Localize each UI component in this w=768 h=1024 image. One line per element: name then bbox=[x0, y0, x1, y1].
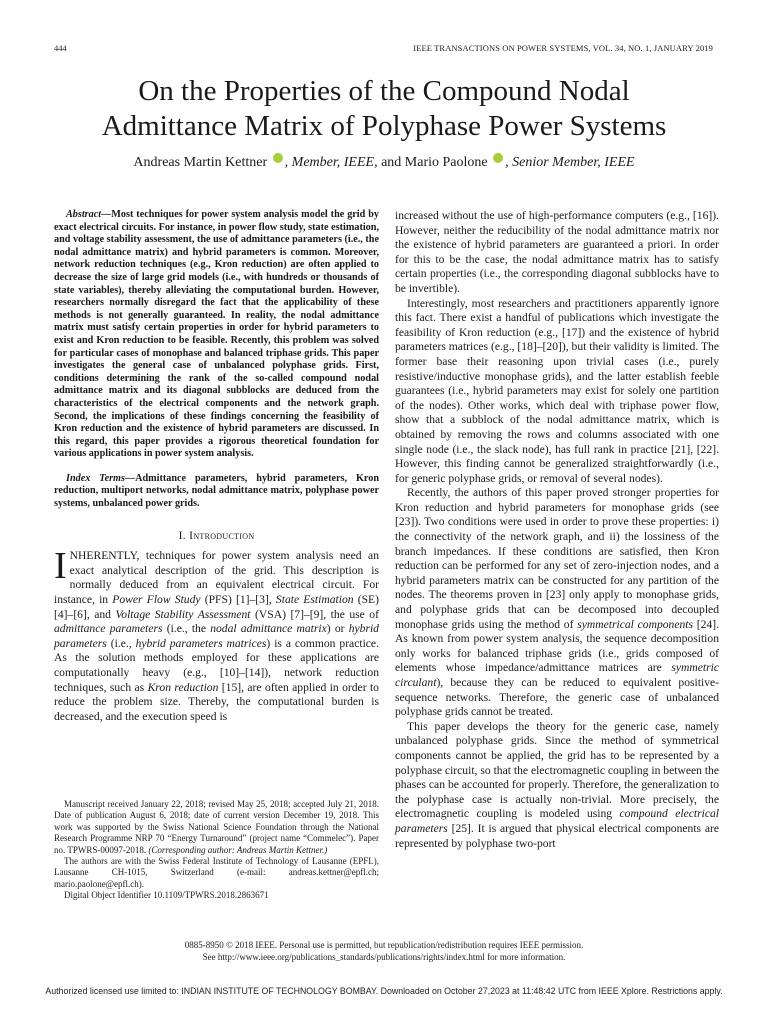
text-run: (PFS) [1]–[3], bbox=[200, 593, 276, 607]
right-paragraph-1: increased without the use of high-performance computers (e.g., [16]). However, neither the reducibility of the nodal admittance matrix nor the existence of hybrid parameters are guaranteed a priori. In order for this to be the case, the nodal admittance matrix has to satisfy certain properties (i.e., the corresponding diagonal subblocks have to be invertible). bbox=[395, 209, 719, 295]
text-run: [15], are often applied in order to reduce the problem size. Thereby, the computational burden is decreased, and the execution speed is bbox=[54, 680, 379, 723]
section-number: I. bbox=[178, 528, 190, 542]
section-title: Introduction bbox=[189, 528, 255, 542]
italic-term: State Estimation bbox=[275, 593, 354, 607]
corresponding-author: (Corresponding author: Andreas Martin Kettner.) bbox=[148, 844, 328, 855]
italic-term: admittance parameters bbox=[54, 622, 163, 636]
abstract bbox=[54, 209, 379, 461]
index-terms-lead: Index Terms— bbox=[66, 472, 136, 484]
orcid-icon[interactable] bbox=[493, 153, 503, 163]
italic-term: Kron reduction bbox=[147, 680, 219, 694]
text-run: (i.e., bbox=[106, 636, 136, 650]
paper-title bbox=[40, 74, 728, 144]
text-run: ), because they can be reduced to equivalent positive-sequence networks. Therefore, the generic case of unbalanced polyphase grids cannot be treated. bbox=[395, 676, 719, 719]
abstract-text: Most techniques for power system analysis model the grid by exact electrical circuits. For instance, in power flow study, state estimation, and voltage stability assessment, the use of admittance parameters (i.e., the nodal admittance matrix) and hybrid parameters is common. Moreover, network reduction techniques (e.g., Kron reduction) are often applied to decrease the size of large grid models (i.e., with hundreds or thousands of state variables), thereby alleviating the computational burden. However, researchers normally disregard the fact that the applicability of these methods is not generally guaranteed. In reality, the nodal admittance matrix must satisfy certain properties in order for hybrid parameters to exist and Kron reduction to be feasible. Recently, this problem was solved for particular cases of monophase and balanced triphase grids. This paper investigates the general case of unbalanced polyphase grids. First, conditions determining the rank of the so-called compound nodal admittance matrix and its diagonal subblocks are deduced from the characteristics of the electrical components and the network graph. Second, the implications of these findings concerning the feasibility of Kron reduction and the existence of hybrid parameters are discussed. In this regard, this paper provides a rigorous theoretical foundation for various applications in power system analysis. bbox=[54, 209, 379, 460]
footnote bbox=[54, 799, 379, 902]
italic-term: Power Flow Study bbox=[112, 593, 201, 607]
text-run: (i.e., the bbox=[162, 622, 211, 636]
section-heading-introduction bbox=[54, 529, 379, 544]
italic-term: hybrid parameters bbox=[54, 622, 379, 650]
left-column bbox=[54, 209, 379, 724]
drop-cap: I bbox=[54, 545, 67, 588]
download-notice: Authorized licensed use limited to: INDIAN INSTITUTE OF TECHNOLOGY BOMBAY. Downloaded on October 27,2023 at 11:48:42 UTC from IEEE Xplore. Restrictions apply. bbox=[45, 986, 723, 996]
italic-term: Voltage Stability Assessment bbox=[115, 607, 251, 621]
footnote-manuscript bbox=[54, 799, 379, 856]
right-paragraph-3 bbox=[395, 486, 719, 720]
copyright-line-2: See http://www.ieee.org/publications_standards/publications/rights/index.html for more information. bbox=[202, 952, 566, 962]
italic-term: hybrid parameters matrices bbox=[135, 636, 267, 650]
author-line bbox=[40, 153, 728, 171]
author-1-role: , Member, IEEE, bbox=[284, 155, 378, 170]
text-run: ) is a common practice. As the solution methods employed for these applications are computationally heavy (e.g., [10]–[14]), network reduction techniques, such as bbox=[54, 636, 379, 694]
text-run: (SE) [4]–[6], and bbox=[54, 593, 379, 621]
text-run: [24]. As known from power system analysis, the sequence decomposition only works for balanced triphase grids (i.e., grids composed of elements whose impedance/admittance matrices are bbox=[395, 617, 719, 675]
text-run: Manuscript received January 22, 2018; revised May 25, 2018; accepted July 21, 2018. Date of publication August 6, 2018; date of current version December 19, 2018. This work was supported by the Swiss National Science Foundation through the National Research Programme NRP 70 “Energy Turnaround” (project name “Commelec”). Paper no. TPWRS-00097-2018. bbox=[54, 799, 379, 855]
text-run: ) or bbox=[326, 622, 349, 636]
index-terms bbox=[54, 473, 379, 511]
italic-term: nodal admittance matrix bbox=[210, 622, 327, 636]
right-paragraph-2: Interestingly, most researchers and practitioners apparently ignore this fact. There exist a handful of publications which investigate the feasibility of Kron reduction (e.g., [17]) and the existence of hybrid parameters matrices (e.g., [18]–[20]), but their validity is limited. The former base their reasoning upon trivial cases (i.e., purely resistive/inductive monophase grids), and the latter establish feeble guarantees (i.e., hybrid parameters may exist for solely one partition of the nodes). Other works, which deal with triphase power flow, show that a subblock of the nodal admittance matrix, which is obtained by removing the rows and columns associated with one single node (i.e., the slack node), has full rank in practice [21], [22]. However, this finding cannot be generalized straightforwardly (i.e., for generic polyphase grids, or removal of several nodes). bbox=[395, 296, 719, 485]
italic-term: compound electrical parameters bbox=[395, 807, 719, 835]
author-1-name: Andreas Martin Kettner bbox=[133, 155, 268, 170]
right-column bbox=[395, 209, 719, 851]
right-paragraph-4 bbox=[395, 720, 719, 851]
copyright-line-1: 0885-8950 © 2018 IEEE. Personal use is permitted, but republication/redistribution requires IEEE permission. bbox=[184, 940, 584, 950]
copyright-notice bbox=[40, 939, 728, 963]
italic-term: symmetric circulant bbox=[395, 661, 719, 689]
title-line-2: Admittance Matrix of Polyphase Power Systems bbox=[101, 110, 667, 142]
journal-header: IEEE TRANSACTIONS ON POWER SYSTEMS, VOL. 34, NO. 1, JANUARY 2019 bbox=[413, 43, 713, 53]
text-run: NHERENTLY, techniques for power system analysis need an exact analytical description of the grid. This description is normally deduced from an equivalent electrical circuit. For instance, in bbox=[54, 549, 379, 607]
italic-term: symmetrical components bbox=[577, 617, 694, 631]
text-run: [25]. It is argued that physical electrical components are represented by polyphase two-port bbox=[395, 821, 719, 850]
orcid-icon[interactable] bbox=[273, 153, 283, 163]
intro-paragraph-1 bbox=[54, 545, 379, 724]
text-run: This paper develops the theory for the generic case, namely unbalanced polyphase grids. Since the method of symmetrical components cannot be applied, the grid has to be represented by a polyphase circuit, so that the electromagnetic coupling in between the phases can be accounted for properly. Therefore, the generalization to the polyphase case is actually non-trivial. More precisely, the electromagnetic coupling is modeled using bbox=[395, 719, 719, 821]
author-2-role: , Senior Member, IEEE bbox=[505, 155, 635, 170]
author-conjunction: and Mario Paolone bbox=[377, 155, 488, 170]
index-terms-text: Admittance parameters, hybrid parameters, Kron reduction, multiport networks, nodal admittance matrix, polyphase power systems, unbalanced power grids. bbox=[54, 472, 379, 510]
page-number: 444 bbox=[54, 43, 67, 53]
title-line-1: On the Properties of the Compound Nodal bbox=[138, 75, 630, 107]
footnote-doi: Digital Object Identifier 10.1109/TPWRS.2018.2863671 bbox=[64, 890, 269, 901]
footnote-affiliation: The authors are with the Swiss Federal Institute of Technology of Lausanne (EPFL), Lausanne CH-1015, Switzerland (e-mail: andreas.kettner@epfl.ch; mario.paolone@epfl.ch). bbox=[54, 856, 379, 889]
text-run: (VSA) [7]–[9], the use of bbox=[250, 607, 379, 621]
abstract-lead: Abstract— bbox=[66, 209, 112, 220]
text-run: Recently, the authors of this paper proved stronger properties for Kron reduction and hybrid parameters for monophase grids (see [23]). Two conditions were used in order to prove these properties: i) the connectivity of the network graph, and ii) the lossiness of the branch impedances. If these conditions are satisfied, then Kron reduction can be performed for any set of zero-injection nodes, and a hybrid parameters matrix can be constructed for any partition of the nodes. The theorems proven in [23] only apply to monophase grids, and polyphase grids that can be decomposed into decoupled monophase grids using the method of bbox=[395, 486, 719, 631]
